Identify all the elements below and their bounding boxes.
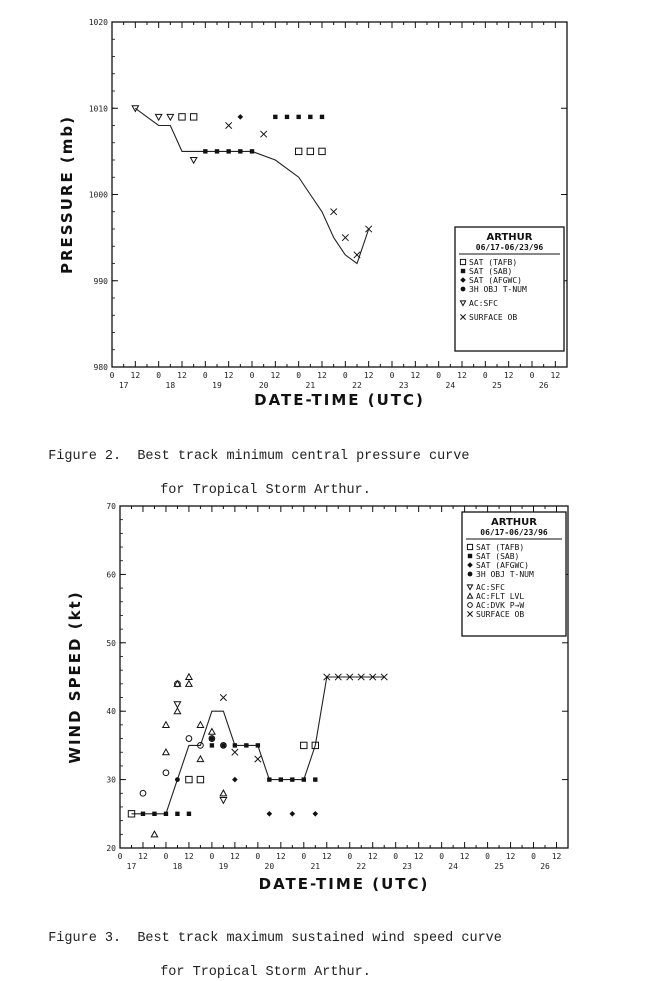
x-day-label: 19 — [212, 381, 222, 390]
x-day-label: 26 — [540, 862, 550, 871]
x-hour-label: 12 — [457, 371, 467, 380]
legend-label: SAT (AFGWC) — [476, 561, 529, 570]
data-point-circle — [140, 790, 146, 796]
legend-label: SURFACE OB — [476, 610, 525, 619]
data-point-triangle-up — [163, 722, 169, 728]
data-point-small-square — [187, 812, 191, 816]
x-hour-label: 0 — [389, 371, 395, 380]
figure-2-text: Best track minimum central pressure curve — [137, 449, 470, 464]
data-point-triangle-up — [197, 756, 203, 762]
data-point-small-square — [221, 743, 225, 747]
x-hour-label: 0 — [156, 371, 162, 380]
legend-label: SAT (SAB) — [469, 267, 513, 276]
data-point-small-square — [308, 115, 312, 119]
x-hour-label: 12 — [130, 371, 141, 380]
data-point-circle — [186, 736, 192, 742]
data-point-x — [365, 226, 371, 232]
y-tick-label: 30 — [106, 775, 116, 785]
legend-label: SAT (TAFB) — [469, 258, 518, 267]
data-point-triangle-up — [186, 681, 192, 687]
y-tick-label: 1000 — [88, 190, 108, 200]
legend-marker-dot — [468, 572, 473, 577]
x-day-label: 26 — [538, 381, 549, 390]
data-point-small-square — [203, 149, 207, 153]
legend-label: SURFACE OB — [469, 313, 518, 322]
x-day-label: 24 — [445, 381, 456, 390]
x-hour-label: 12 — [363, 371, 374, 380]
data-point-triangle-down — [155, 114, 161, 120]
legend — [462, 512, 566, 636]
legend-label: AC:DVK P→W — [476, 601, 525, 610]
data-point-triangle-down — [220, 798, 226, 804]
legend-label: 3H OBJ T-NUM — [476, 570, 534, 579]
x-day-label: 18 — [172, 862, 183, 871]
data-point-small-square — [279, 777, 283, 781]
x-day-label: 18 — [165, 381, 176, 390]
data-point-x — [232, 749, 238, 755]
legend-subtitle: 06/17-06/23/96 — [475, 243, 544, 252]
data-point-triangle-down — [167, 114, 173, 120]
figure-2-label: Figure 2. — [48, 449, 122, 464]
x-hour-label: 12 — [413, 852, 424, 861]
legend-label: SAT (SAB) — [476, 552, 520, 561]
x-hour-label: 0 — [163, 852, 169, 861]
y-tick-label: 990 — [93, 276, 108, 286]
data-point-triangle-down — [174, 702, 180, 708]
data-point-dot — [175, 777, 180, 782]
x-hour-label: 0 — [393, 852, 399, 861]
data-point-small-square — [250, 149, 254, 153]
data-point-small-square — [285, 115, 289, 119]
data-point-small-square — [210, 743, 214, 747]
data-point-x — [354, 252, 360, 258]
data-point-triangle-up — [163, 749, 169, 755]
data-point-triangle-down — [190, 157, 196, 163]
data-point-small-square — [164, 812, 168, 816]
data-point-circle — [163, 770, 169, 776]
data-point-triangle-up — [186, 674, 192, 680]
data-point-x — [225, 122, 231, 128]
legend-marker-dot — [461, 287, 466, 292]
legend-label: AC:SFC — [469, 299, 498, 308]
data-point-diamond — [290, 811, 296, 817]
data-point-small-square — [267, 777, 271, 781]
x-day-label: 19 — [218, 862, 229, 871]
data-point-small-square — [320, 115, 324, 119]
data-point-diamond — [267, 811, 273, 817]
data-point-open-square — [319, 148, 325, 154]
x-hour-label: 12 — [223, 371, 234, 380]
x-hour-label: 0 — [436, 371, 442, 380]
y-axis-title: PRESSURE (mb) — [58, 114, 76, 275]
data-point-open-square — [307, 148, 313, 154]
x-hour-label: 0 — [439, 852, 445, 861]
x-hour-label: 12 — [230, 852, 240, 861]
data-point-diamond — [232, 777, 238, 783]
x-hour-label: 0 — [301, 852, 307, 861]
series-dot — [175, 736, 214, 782]
y-tick-label: 1020 — [88, 18, 108, 27]
data-point-x — [255, 756, 261, 762]
series-triangle-down — [174, 702, 226, 804]
x-axis-title: DATE-TIME (UTC) — [254, 391, 425, 409]
legend-label: AC:FLT LVL — [476, 592, 525, 601]
chart-2 — [58, 18, 567, 409]
x-axis-title: DATE-TIME (UTC) — [258, 875, 430, 893]
x-day-label: 20 — [264, 862, 275, 871]
data-point-triangle-up — [174, 708, 180, 714]
legend-marker-small-square — [468, 554, 472, 558]
x-hour-label: 12 — [503, 371, 514, 380]
x-day-label: 22 — [352, 381, 362, 390]
legend — [455, 227, 564, 351]
x-day-label: 21 — [305, 381, 316, 390]
y-axis-title: WIND SPEED (kt) — [66, 590, 84, 764]
legend-title: ARTHUR — [490, 517, 538, 528]
x-hour-label: 0 — [347, 852, 353, 861]
data-point-dot — [209, 736, 214, 741]
legend-label: SAT (TAFB) — [476, 543, 525, 552]
x-hour-label: 0 — [255, 852, 261, 861]
data-point-small-square — [175, 812, 179, 816]
legend-subtitle: 06/17-06/23/96 — [480, 528, 548, 537]
x-day-label: 24 — [448, 862, 458, 871]
x-day-label: 20 — [258, 381, 269, 390]
data-point-diamond — [312, 811, 318, 817]
best-track-line — [135, 108, 368, 263]
data-point-open-square — [197, 776, 203, 782]
legend-title: ARTHUR — [486, 232, 533, 243]
data-point-small-square — [273, 115, 277, 119]
y-tick-label: 40 — [106, 707, 116, 717]
x-hour-label: 0 — [482, 371, 488, 380]
data-point-small-square — [302, 777, 306, 781]
data-point-small-square — [226, 149, 230, 153]
data-point-small-square — [141, 812, 145, 816]
x-hour-label: 12 — [367, 852, 378, 861]
x-hour-label: 0 — [485, 852, 491, 861]
x-day-label: 17 — [118, 381, 129, 390]
data-point-x — [260, 131, 266, 137]
x-hour-label: 12 — [459, 852, 470, 861]
figure-3-label: Figure 3. — [48, 931, 122, 946]
x-day-label: 21 — [310, 862, 321, 871]
data-point-small-square — [256, 743, 260, 747]
data-point-triangle-up — [220, 790, 226, 796]
x-day-label: 22 — [356, 862, 367, 871]
series-x — [225, 122, 371, 258]
x-hour-label: 12 — [317, 371, 327, 380]
data-point-small-square — [290, 777, 294, 781]
data-point-small-square — [152, 812, 156, 816]
x-hour-label: 0 — [296, 371, 302, 380]
legend-marker-small-square — [461, 269, 465, 273]
chart-3 — [66, 502, 568, 893]
figure-2-text-line2: for Tropical Storm Arthur. — [160, 483, 371, 498]
legend-label: AC:SFC — [476, 583, 505, 592]
x-hour-label: 12 — [184, 852, 194, 861]
figure-2-caption — [32, 431, 469, 499]
data-point-small-square — [233, 743, 237, 747]
x-hour-label: 0 — [249, 371, 255, 380]
x-hour-label: 0 — [202, 371, 208, 380]
series-diamond — [238, 114, 244, 120]
data-point-diamond — [238, 114, 244, 120]
data-point-triangle-up — [209, 729, 215, 735]
x-hour-label: 12 — [270, 371, 281, 380]
data-point-open-square — [179, 114, 185, 120]
data-point-open-square — [190, 114, 196, 120]
data-point-small-square — [215, 149, 219, 153]
y-tick-label: 60 — [106, 570, 116, 580]
data-point-x — [330, 209, 336, 215]
series-diamond — [232, 777, 318, 817]
series-triangle-down — [132, 106, 197, 164]
x-hour-label: 12 — [321, 852, 332, 861]
data-point-small-square — [238, 149, 242, 153]
x-hour-label: 0 — [209, 852, 215, 861]
y-tick-label: 20 — [106, 844, 116, 853]
data-point-x — [220, 694, 226, 700]
data-point-open-square — [295, 148, 301, 154]
data-point-triangle-up — [197, 722, 203, 728]
data-point-open-square — [186, 776, 192, 782]
figure-3-text: Best track maximum sustained wind speed curve — [137, 931, 502, 946]
x-hour-label: 0 — [109, 371, 115, 380]
series-small-square — [141, 743, 318, 816]
x-hour-label: 0 — [529, 371, 535, 380]
legend-label: 3H OBJ T-NUM — [469, 285, 527, 294]
y-tick-label: 50 — [106, 638, 116, 648]
y-tick-label: 1010 — [88, 104, 108, 114]
data-point-small-square — [296, 115, 300, 119]
y-tick-label: 70 — [106, 502, 116, 511]
x-day-label: 25 — [492, 381, 502, 390]
data-point-x — [342, 234, 348, 240]
x-hour-label: 0 — [117, 852, 123, 861]
data-point-triangle-up — [151, 831, 157, 837]
x-day-label: 23 — [402, 862, 412, 871]
x-hour-label: 12 — [550, 371, 561, 380]
x-day-label: 17 — [126, 862, 137, 871]
x-day-label: 23 — [398, 381, 409, 390]
data-point-small-square — [313, 777, 317, 781]
x-hour-label: 12 — [177, 371, 187, 380]
y-tick-label: 980 — [93, 363, 108, 372]
x-hour-label: 12 — [551, 852, 562, 861]
legend-label: SAT (AFGWC) — [469, 276, 522, 285]
x-hour-label: 12 — [138, 852, 148, 861]
series-open-square — [179, 114, 325, 155]
x-hour-label: 0 — [531, 852, 536, 861]
x-hour-label: 12 — [410, 371, 421, 380]
figure-3-caption — [32, 913, 502, 981]
x-hour-label: 12 — [276, 852, 286, 861]
data-point-open-square — [301, 742, 307, 748]
x-hour-label: 0 — [342, 371, 348, 380]
x-hour-label: 12 — [505, 852, 516, 861]
x-day-label: 25 — [494, 862, 504, 871]
data-point-small-square — [244, 743, 248, 747]
figure-3-text-line2: for Tropical Storm Arthur. — [160, 965, 371, 980]
